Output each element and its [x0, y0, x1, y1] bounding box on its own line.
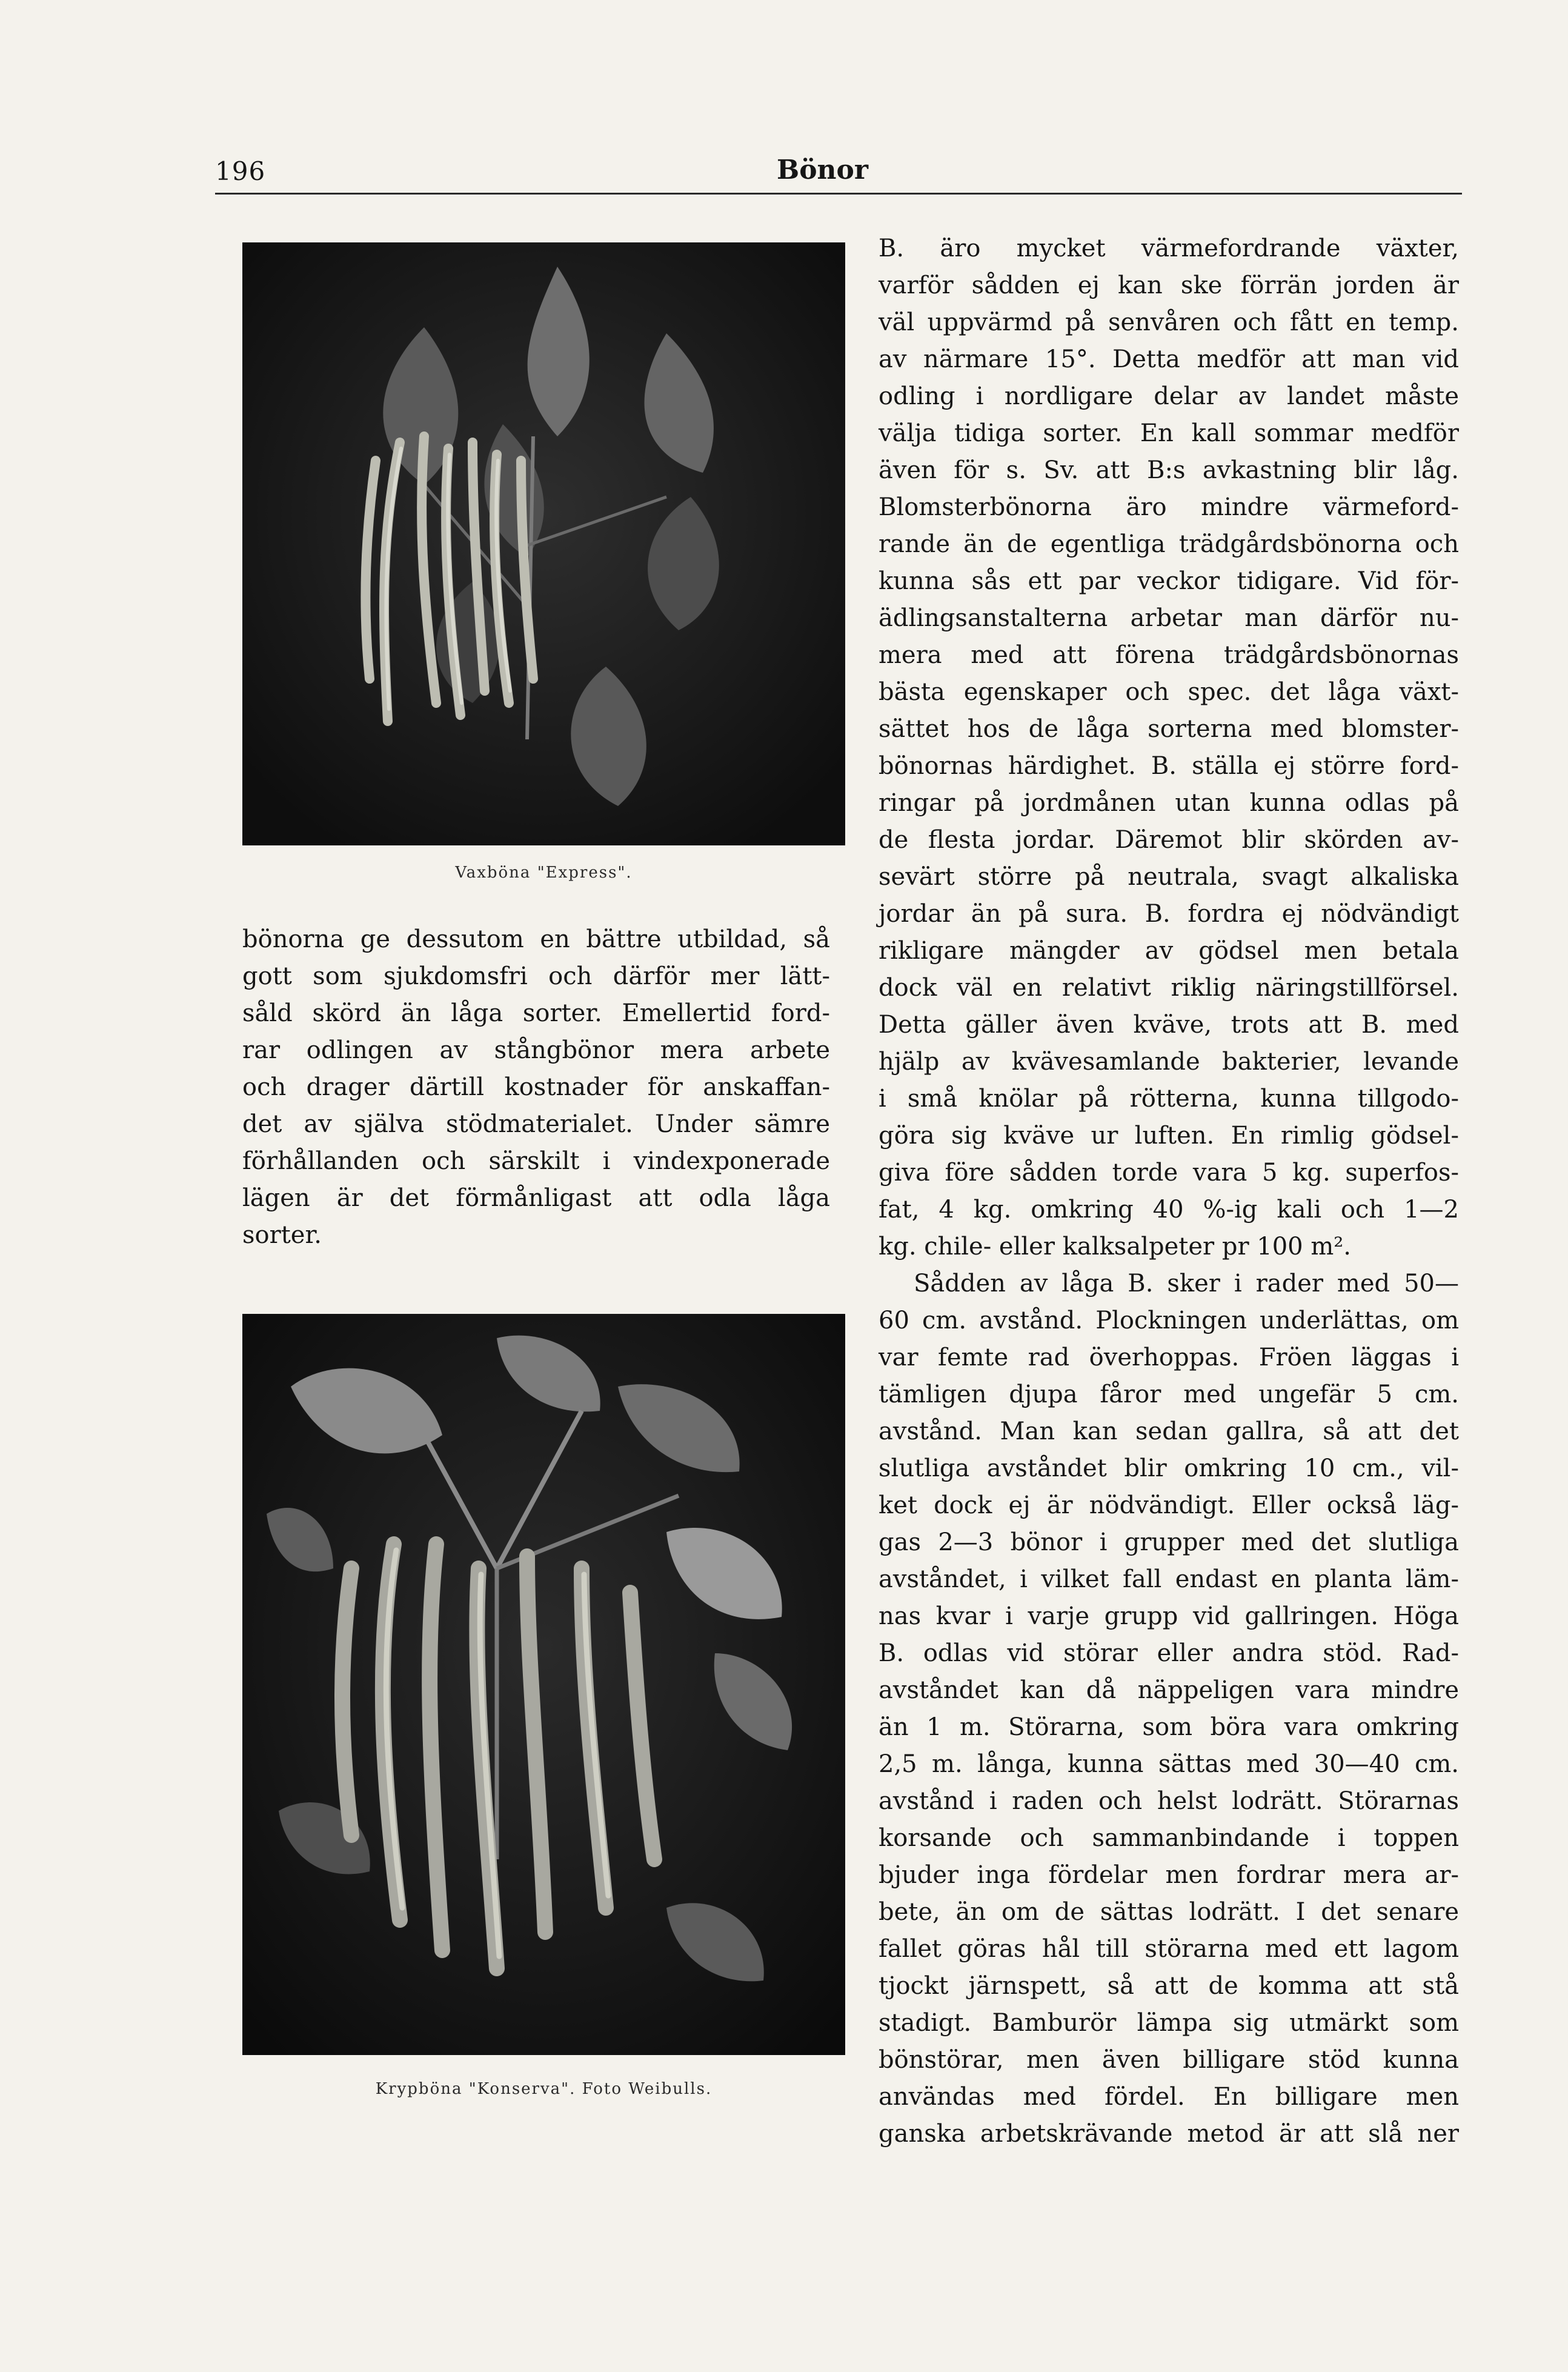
text-line: jordar än på sura. B. fordra ej nödvändigt	[879, 900, 1459, 928]
text-line: tämligen djupa fåror med ungefär 5 cm.	[879, 1381, 1459, 1408]
text-line: odling i nordligare delar av landet måste	[879, 382, 1459, 410]
text-line: även för s. Sv. att B:s avkastning blir låg.	[879, 456, 1459, 484]
text-line: gott som sjukdomsfri och därför mer lätt-	[242, 962, 830, 990]
text-line: än 1 m. Störarna, som böra vara omkring	[879, 1713, 1459, 1741]
text-line: rikligare mängder av gödsel men betala	[879, 937, 1459, 965]
text-line: användas med fördel. En billigare men	[879, 2083, 1459, 2111]
text-line: bete, än om de sättas lodrätt. I det senare	[879, 1898, 1459, 1926]
text-line: dock väl en relativt riklig näringstillförsel.	[879, 974, 1459, 1002]
text-line: varför sådden ej kan ske förrän jorden är	[879, 272, 1459, 299]
text-line: avståndet, i vilket fall endast en planta läm-	[879, 1565, 1459, 1593]
text-line: ket dock ej är nödvändigt. Eller också läg-	[879, 1491, 1459, 1519]
text-line: sättet hos de låga sorterna med blomster-	[879, 715, 1459, 743]
text-line: kunna sås ett par veckor tidigare. Vid för-	[879, 567, 1459, 595]
text-line: bjuder inga fördelar men fordrar mera ar-	[879, 1861, 1459, 1889]
figure-photo-wax-bean	[242, 242, 845, 845]
bean-plant-photo-icon	[242, 1314, 845, 2055]
text-line: stadigt. Bamburör lämpa sig utmärkt som	[879, 2009, 1459, 2037]
text-line: avstånd. Man kan sedan gallra, så att det	[879, 1418, 1459, 1445]
text-line: bönorna ge dessutom en bättre utbildad, så	[242, 925, 830, 953]
text-line: Sådden av låga B. sker i rader med 50—	[914, 1270, 1459, 1298]
text-line: lägen är det förmånligast att odla låga	[242, 1184, 830, 1212]
text-line: 60 cm. avstånd. Plockningen underlättas, om	[879, 1307, 1459, 1334]
text-line: såld skörd än låga sorter. Emellertid ford-	[242, 999, 830, 1027]
bean-plant-photo-icon	[242, 242, 845, 845]
figure-caption: Vaxböna "Express".	[455, 864, 633, 882]
text-line: ganska arbetskrävande metod är att slå ner	[879, 2120, 1459, 2148]
text-line: rande än de egentliga trädgårdsbönorna och	[879, 530, 1459, 558]
text-line: avstånd i raden och helst lodrätt. Störarnas	[879, 1787, 1459, 1815]
text-line: avståndet kan då näppeligen vara mindre	[879, 1676, 1459, 1704]
text-line: Detta gäller även kväve, trots att B. med	[879, 1011, 1459, 1039]
text-line: kg. chile- eller kalksalpeter pr 100 m².	[879, 1233, 1352, 1261]
text-line: göra sig kväve ur luften. En rimlig gödsel-	[879, 1122, 1459, 1150]
text-line: korsande och sammanbindande i toppen	[879, 1824, 1459, 1852]
text-line: bästa egenskaper och spec. det låga växt-	[879, 678, 1459, 706]
text-line: och drager därtill kostnader för anskaffan-	[242, 1073, 830, 1101]
text-line: de flesta jordar. Däremot blir skörden av-	[879, 826, 1459, 854]
figure-caption: Krypböna "Konserva". Foto Weibulls.	[375, 2080, 713, 2098]
text-line: förhållanden och särskilt i vindexponerade	[242, 1147, 830, 1175]
text-line: det av själva stödmaterialet. Under sämre	[242, 1110, 830, 1138]
figure-photo-bush-bean	[242, 1314, 845, 2055]
text-line: fallet göras hål till störarna med ett lagom	[879, 1935, 1459, 1963]
text-line: var femte rad överhoppas. Fröen läggas i	[879, 1344, 1459, 1371]
text-line: nas kvar i varje grupp vid gallringen. Höga	[879, 1602, 1459, 1630]
text-line: i små knölar på rötterna, kunna tillgodo-	[879, 1085, 1459, 1113]
text-line: ädlingsanstalterna arbetar man därför nu-	[879, 604, 1459, 632]
text-line: fat, 4 kg. omkring 40 %-ig kali och 1—2	[879, 1196, 1459, 1224]
text-line: tjockt järnspett, så att de komma att stå	[879, 1972, 1459, 2000]
text-line: sevärt större på neutrala, svagt alkaliska	[879, 863, 1459, 891]
text-line: av närmare 15°. Detta medför att man vid	[879, 345, 1459, 373]
header-rule	[215, 193, 1462, 195]
right-column-text	[879, 230, 1459, 2153]
text-line: ringar på jordmånen utan kunna odlas på	[879, 789, 1459, 817]
text-line: B. äro mycket värmefordrande växter,	[879, 235, 1459, 262]
text-line: giva före sådden torde vara 5 kg. superfos-	[879, 1159, 1459, 1187]
left-column-text	[242, 921, 830, 1254]
text-line: väl uppvärmd på senvåren och fått en temp.	[879, 308, 1459, 336]
text-line: välja tidiga sorter. En kall sommar medför	[879, 419, 1459, 447]
text-line: B. odlas vid störar eller andra stöd. Rad-	[879, 1639, 1459, 1667]
text-line: gas 2—3 bönor i grupper med det slutliga	[879, 1528, 1459, 1556]
page-number: 196	[215, 156, 266, 186]
text-line: slutliga avståndet blir omkring 10 cm., vil-	[879, 1454, 1459, 1482]
text-line: 2,5 m. långa, kunna sättas med 30—40 cm.	[879, 1750, 1459, 1778]
text-line: Blomsterbönorna äro mindre värmeford-	[879, 493, 1459, 521]
text-line: mera med att förena trädgårdsbönornas	[879, 641, 1459, 669]
text-line: rar odlingen av stångbönor mera arbete	[242, 1036, 830, 1064]
text-line: sorter.	[242, 1221, 322, 1249]
running-title: Bönor	[777, 155, 869, 185]
text-line: hjälp av kvävesamlande bakterier, levande	[879, 1048, 1459, 1076]
text-line: bönstörar, men även billigare stöd kunna	[879, 2046, 1459, 2074]
text-line: bönornas härdighet. B. ställa ej större ford-	[879, 752, 1459, 780]
